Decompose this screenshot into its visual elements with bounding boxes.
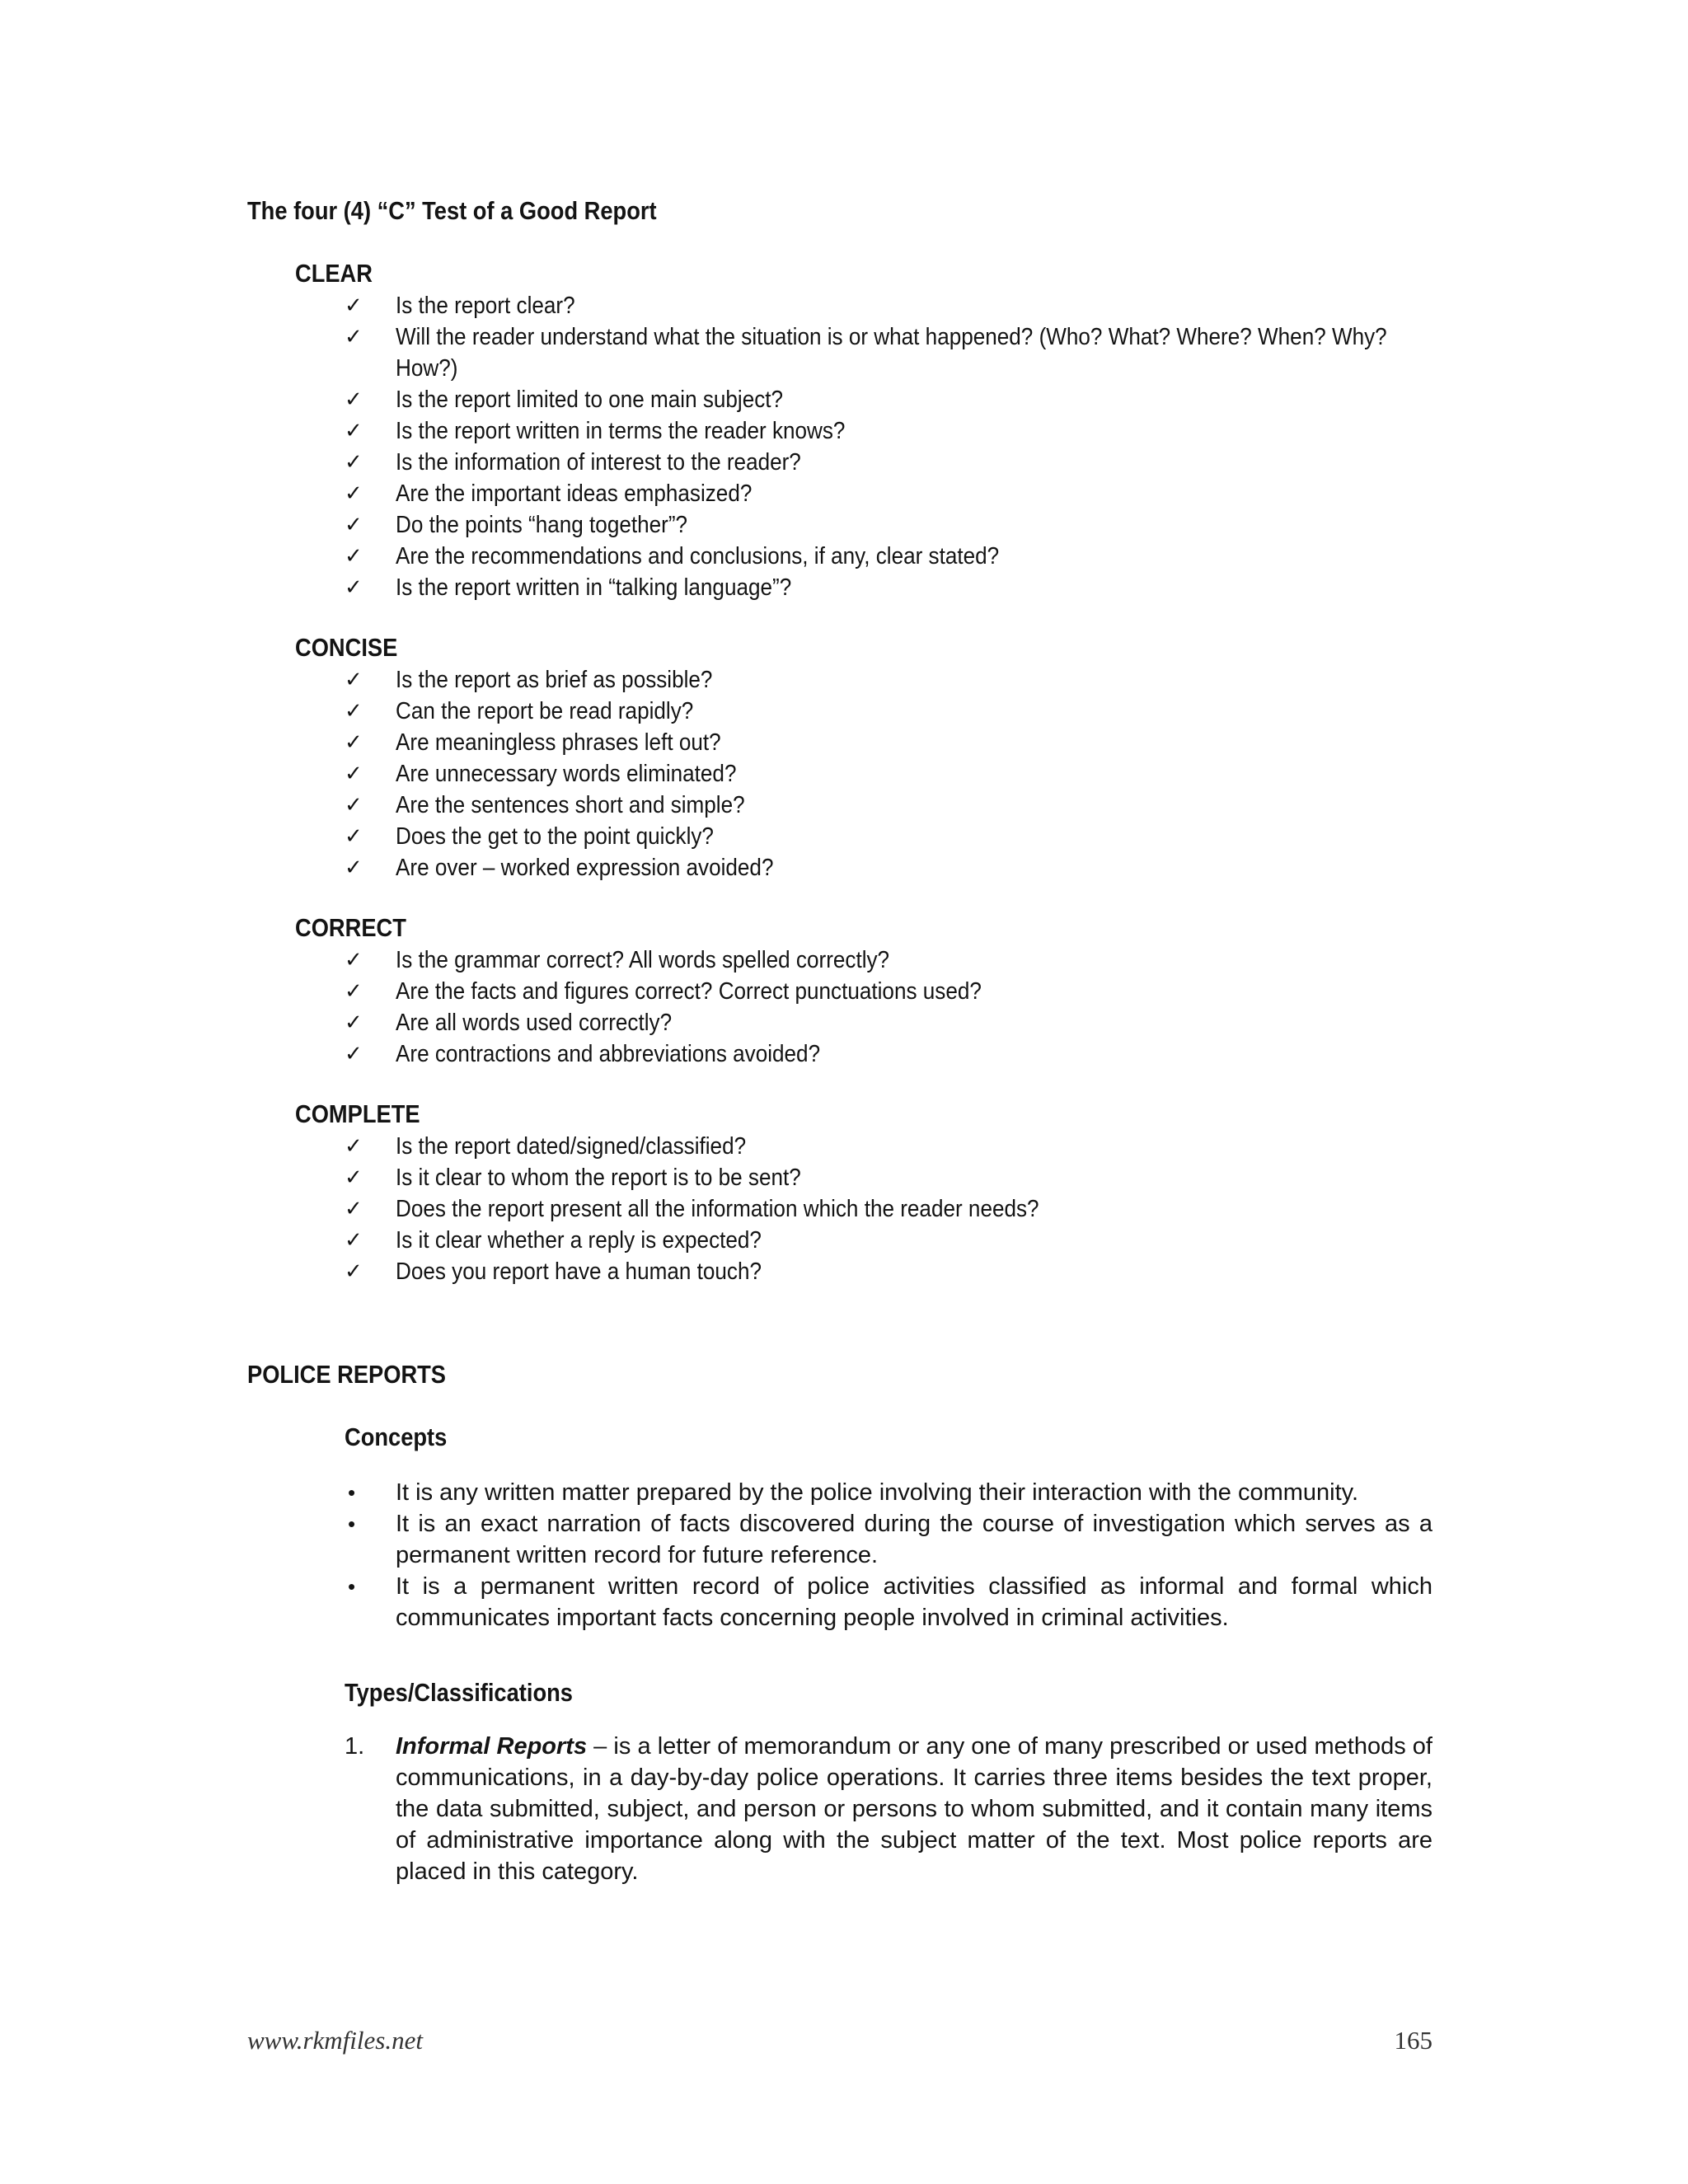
list-item: ✓ Are unnecessary words eliminated? [345, 758, 1432, 790]
section-heading-complete: COMPLETE [295, 1099, 420, 1128]
checklist-clear [345, 290, 1432, 603]
check-icon: ✓ [345, 1042, 363, 1066]
check-icon: ✓ [345, 450, 363, 475]
term-informal-reports: Informal Reports [396, 1733, 588, 1760]
bullet-icon: • [348, 1574, 356, 1599]
check-icon: ✓ [345, 481, 363, 506]
bullet-icon: • [348, 1511, 356, 1536]
check-icon: ✓ [345, 668, 363, 692]
list-item: ✓ Are the sentences short and simple? [345, 790, 1432, 821]
list-item: • It is any written matter prepared by the police involving their interaction with the community. [345, 1477, 1432, 1508]
check-icon: ✓ [345, 979, 363, 1004]
concepts-list [345, 1477, 1432, 1633]
check-icon: ✓ [345, 1197, 363, 1221]
checklist-concise [345, 664, 1432, 883]
list-item: ✓ Is the report written in terms the reader knows? [345, 415, 1432, 447]
subheading-types-classifications: Types/Classifications [345, 1678, 573, 1707]
list-item: ✓ Do the points “hang together”? [345, 509, 1432, 541]
check-icon: ✓ [345, 855, 363, 880]
check-icon: ✓ [345, 1228, 363, 1253]
list-item: ✓ Are meaningless phrases left out? [345, 727, 1432, 758]
check-icon: ✓ [345, 1134, 363, 1159]
check-icon: ✓ [345, 387, 363, 412]
document-title: The four (4) “C” Test of a Good Report [247, 196, 657, 225]
check-icon: ✓ [345, 419, 363, 443]
check-icon: ✓ [345, 325, 363, 349]
check-icon: ✓ [345, 762, 363, 786]
check-icon: ✓ [345, 793, 363, 818]
section-heading-police-reports: POLICE REPORTS [247, 1360, 447, 1389]
section-heading-concise: CONCISE [295, 633, 398, 662]
list-item: ✓ Is the grammar correct? All words spelled correctly? [345, 944, 1432, 976]
list-item: ✓ Are over – worked expression avoided? [345, 852, 1432, 883]
check-icon: ✓ [345, 1259, 363, 1284]
bullet-icon: • [348, 1480, 356, 1505]
check-icon: ✓ [345, 293, 363, 318]
check-icon: ✓ [345, 948, 363, 972]
list-item: • It is a permanent written record of police activities classified as informal and formal which communicates important facts concerning people involved in criminal activities. [345, 1571, 1432, 1633]
check-icon: ✓ [345, 544, 363, 569]
list-item: ✓ Is the report limited to one main subject? [345, 384, 1432, 415]
footer-website: www.rkmfiles.net [247, 2026, 423, 2055]
check-icon: ✓ [345, 824, 363, 849]
list-item: ✓ Are the recommendations and conclusions, if any, clear stated? [345, 541, 1432, 572]
list-item: ✓ Does the report present all the information which the reader needs? [345, 1193, 1432, 1225]
section-heading-correct: CORRECT [295, 913, 406, 942]
check-icon: ✓ [345, 730, 363, 755]
list-item: ✓ Is the information of interest to the reader? [345, 447, 1432, 478]
list-item [345, 1731, 1432, 1887]
checklist-complete [345, 1131, 1432, 1287]
term-definition: – is a letter of memorandum or any one of many prescribed or used methods of communications, in a day-by-day police operations. It carries three items besides the text proper, the data submitted, subject, and person or persons to whom submitted, and it contain many items of administrative importance along with the subject matter of the text. Most police reports are placed in this category. [396, 1733, 1432, 1885]
list-item: ✓ Is it clear whether a reply is expected? [345, 1225, 1432, 1256]
list-item: ✓ Will the reader understand what the situation is or what happened? (Who? What? Where? When? Why? How?) [345, 321, 1432, 384]
list-item: ✓ Are contractions and abbreviations avoided? [345, 1038, 1432, 1070]
list-item: ✓ Is the report dated/signed/classified? [345, 1131, 1432, 1162]
list-item: ✓ Is the report as brief as possible? [345, 664, 1432, 696]
check-icon: ✓ [345, 575, 363, 600]
list-item: ✓ Are the facts and figures correct? Correct punctuations used? [345, 976, 1432, 1007]
check-icon: ✓ [345, 1165, 363, 1190]
subheading-concepts: Concepts [345, 1422, 448, 1451]
list-item: ✓ Are all words used correctly? [345, 1007, 1432, 1038]
list-item: ✓ Are the important ideas emphasized? [345, 478, 1432, 509]
types-list [345, 1731, 1432, 1887]
check-icon: ✓ [345, 699, 363, 724]
page-number: 165 [1394, 2026, 1432, 2055]
check-icon: ✓ [345, 1010, 363, 1035]
list-item: ✓ Is the report written in “talking language”? [345, 572, 1432, 603]
list-item: ✓ Is it clear to whom the report is to be sent? [345, 1162, 1432, 1193]
checklist-correct [345, 944, 1432, 1070]
list-item: ✓ Does you report have a human touch? [345, 1256, 1432, 1287]
list-number: 1. [345, 1733, 365, 1760]
list-item: • It is an exact narration of facts discovered during the course of investigation which serves as a permanent written record for future reference. [345, 1508, 1432, 1571]
list-item: ✓ Can the report be read rapidly? [345, 696, 1432, 727]
section-heading-clear: CLEAR [295, 259, 373, 288]
list-item: ✓ Is the report clear? [345, 290, 1432, 321]
check-icon: ✓ [345, 513, 363, 537]
list-item: ✓ Does the get to the point quickly? [345, 821, 1432, 852]
